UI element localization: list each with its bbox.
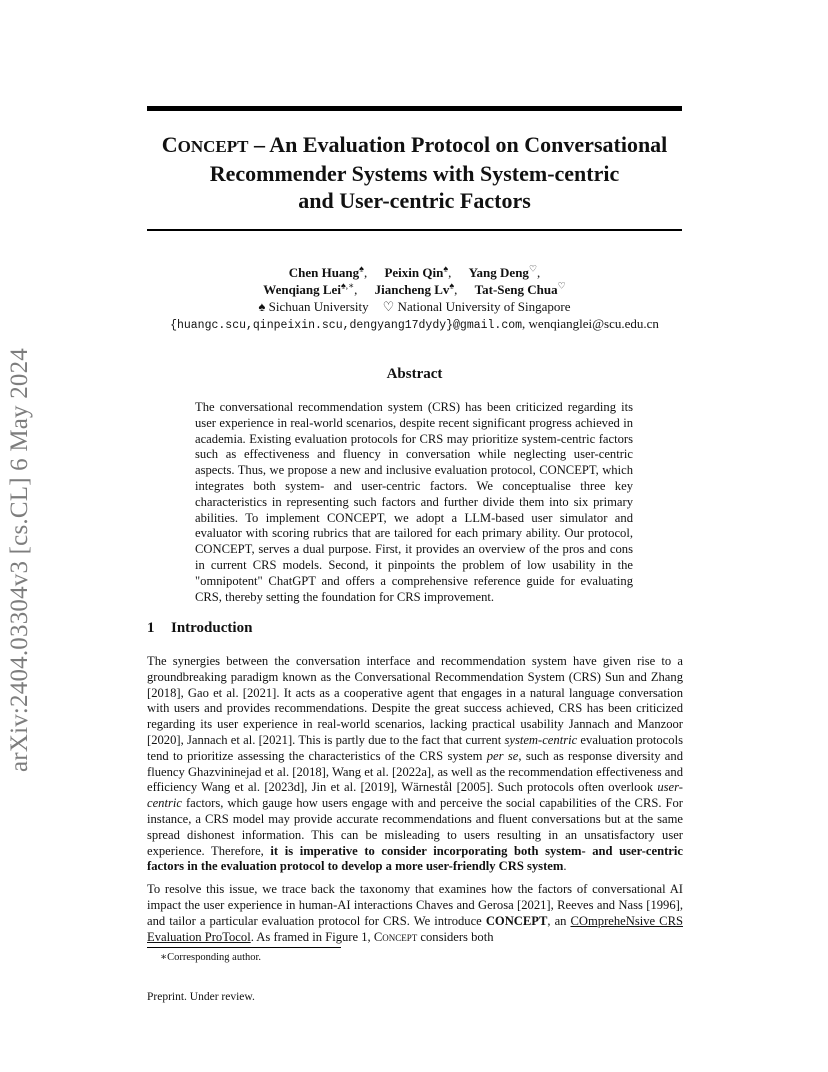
author-name: Chen Huang — [288, 265, 360, 280]
text-run: considers both — [417, 929, 494, 944]
section-heading — [147, 620, 252, 637]
footnote: ∗Corresponding author. — [160, 952, 262, 963]
email-mono: {huangc.scu,qinpeixin.scu,dengyang17dydy}@gmail.com — [170, 319, 523, 332]
emails — [120, 315, 709, 334]
text-run: , an — [547, 913, 571, 928]
paper-title — [120, 131, 709, 214]
author-mark: ♠,∗ — [340, 280, 355, 291]
author-name: Tat-Seng Chua — [474, 282, 558, 297]
emph-run: system-centric — [504, 732, 578, 747]
author-sep: , — [537, 265, 541, 280]
text-run: evaluation protocols tend to prioritize assessing the characteristics of the CRS system — [147, 732, 683, 763]
author-sep: , — [354, 282, 358, 297]
author-block — [120, 264, 709, 334]
author-name: Wenqiang Lei — [263, 282, 341, 297]
author-sep: , — [363, 265, 368, 280]
text-run: . — [563, 859, 567, 874]
title-sc-rest: ONCEPT — [177, 137, 249, 156]
title-sc-initial: C — [161, 132, 178, 157]
author-sep: , — [448, 265, 452, 280]
affiliation: ♡ National University of Singapore — [382, 299, 571, 314]
bold-run: it is imperative to consider incorporating both system- and user-centric factors in the evaluation protocol to develop a more user-friendly CRS system — [147, 843, 683, 874]
author-mark: ♠ — [443, 263, 449, 274]
author-mark: ♠ — [359, 263, 364, 274]
text-run: , such as response diversity and fluency Ghazvininejad et al. [2018], Wang et al. [2022a], as well as the recommendation effectiveness and efficiency Wang et al. [2023d], Jin et al. [2019], Wärnestål [2005]. Such protocols often overlook — [147, 748, 683, 795]
emph-run: user-centric — [147, 780, 683, 811]
author-name: Jiancheng Lv — [374, 282, 450, 297]
author-mark: ♡ — [528, 263, 538, 274]
abstract-heading: Abstract — [386, 366, 443, 382]
smallcaps-run: Concept — [373, 929, 418, 944]
section-title: Introduction — [171, 620, 253, 636]
preprint-note: Preprint. Under review. — [147, 991, 255, 1003]
affiliation: ♠ Sichuan University — [258, 299, 369, 314]
bold-run: CONCEPT — [485, 913, 548, 928]
underlined-run: COmpreheNsive CRS Evaluation ProTocol — [147, 913, 683, 944]
intro-body — [147, 654, 683, 952]
title-line2: Recommender Systems with System-centric — [209, 161, 620, 186]
section-number: 1 — [147, 620, 155, 636]
title-line3: and User-centric Factors — [298, 188, 531, 213]
abstract-text: The conversational recommendation system (CRS) has been criticized regarding its user experience in real-world scenarios, despite recent significant progress achieved in academia. Existing evaluation protocols for CRS may prioritize system-centric factors such as effectiveness and fluency in conversation while neglecting user-centric aspects. Thus, we propose a new and inclusive evaluation protocol, CONCEPT, which integrates both system- and user-centric factors. We conceptualise three key characteristics in representing such factors and further divide them into six primary abilities. To implement CONCEPT, we adopt a LLM-based user simulator and evaluator with scoring rubrics that are tailored for each primary ability. Our protocol, CONCEPT, serves a dual purpose. First, it provides an overview of the pros and cons in current CRS models. Second, it pinpoints the problem of low usability in the "omnipotent" ChatGPT and offers a comprehensive reference guide for evaluating CRS, thereby setting the foundation for CRS improvement. — [195, 400, 633, 604]
intro-paragraph-1 — [147, 654, 683, 875]
emph-run: per se — [486, 748, 519, 763]
text-run: . As framed in Figure 1, — [250, 929, 374, 944]
title-line1: – An Evaluation Protocol on Conversational — [248, 132, 668, 157]
email-rest: , wenqianglei@scu.edu.cn — [522, 316, 659, 331]
text-run: factors, which gauge how users engage with and perceive the social capabilities of the CRS. For instance, a CRS model may provide accurate recommendations and fluent conversations but at the same spread dishonest information. This can be misleading to users resulting in an unsatisfactory user experience. Therefore, — [147, 796, 683, 858]
arxiv-id: arXiv:2404.03304v3 [cs.CL] 6 May 2024 — [6, 347, 33, 773]
author-mark: ♠ — [449, 280, 455, 291]
footnote-rule — [147, 947, 341, 948]
affiliations — [120, 298, 709, 315]
author-name: Yang Deng — [468, 265, 529, 280]
author-mark: ♡ — [557, 280, 566, 291]
text-run: To resolve this issue, we trace back the taxonomy that examines how the factors of conversational AI impact the user experience in human-AI interactions Chaves and Gerosa [2021], Reeves and Nass [1996], and tailor a particular evaluation protocol for CRS. We introduce — [147, 882, 683, 928]
title-bottom-rule — [147, 229, 682, 231]
author-line-2 — [120, 281, 709, 298]
intro-paragraph-2 — [147, 882, 683, 945]
text-run: The synergies between the conversation interface and recommendation system have given rise to a groundbreaking paradigm known as the Conversational Recommendation System (CRS) Sun and Zhang [2018], Gao et al. [2021]. It acts as a cooperative agent that engages in a natural language conversation with users and provides recommendations. Despite the great success achieved, CRS has been criticized regarding its user experience in real-world scenarios, lacking practical usability Jannach and Manzoor [2020], Jannach et al. [2021]. This is partly due to the fact that current — [147, 654, 683, 747]
author-name: Peixin Qin — [384, 265, 444, 280]
author-sep: , — [454, 282, 458, 297]
title-top-rule — [147, 106, 682, 111]
author-line-1 — [120, 264, 709, 281]
